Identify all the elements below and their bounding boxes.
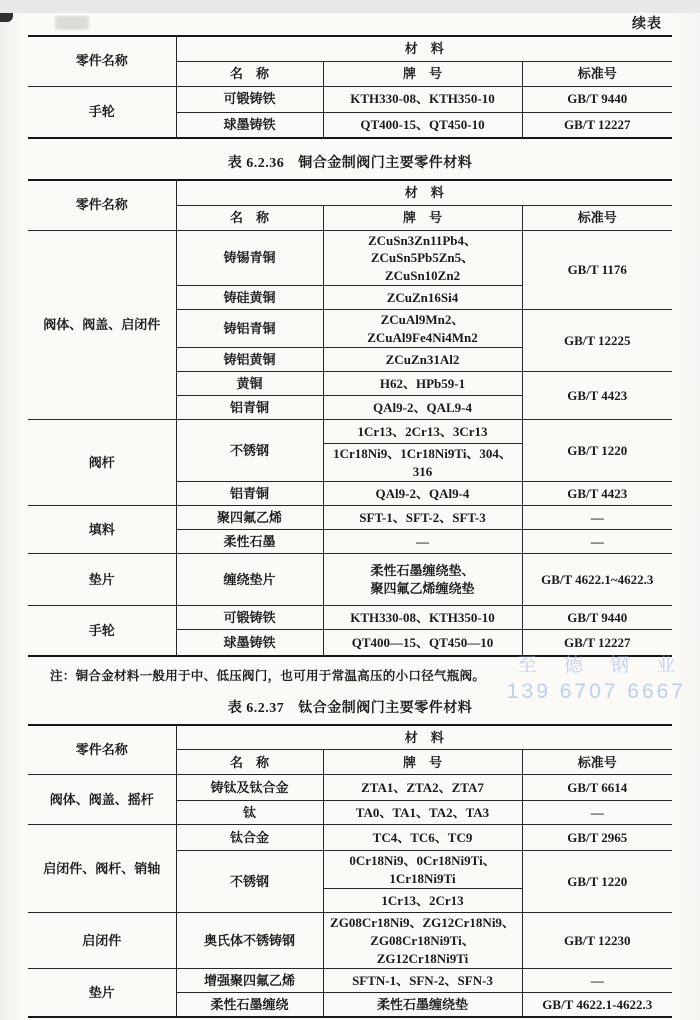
grade-cell: TC4、TC6、TC9: [323, 825, 522, 851]
table-row: [28, 969, 672, 993]
standard-cell: GB/T 2965: [522, 825, 672, 851]
table-6-2-36: [28, 179, 672, 657]
table-row: [28, 913, 672, 969]
part-group-cell: 阀体、阀盖、启闭件: [28, 230, 176, 420]
material-name-cell: 聚四氟乙烯: [176, 506, 323, 530]
standard-cell: GB/T 12225: [522, 310, 672, 372]
grade-cell: SFT-1、SFT-2、SFT-3: [323, 506, 522, 530]
table-6-2-37: [28, 724, 672, 1018]
grade-line: ZG08Cr18Ni9Ti、ZG12Cr18Ni9Ti: [370, 932, 475, 966]
standard-cell: GB/T 6614: [522, 775, 672, 801]
material-name-cell: 缠绕垫片: [176, 554, 323, 606]
grade-cell: 1Cr13、2Cr13、3Cr13: [323, 420, 522, 444]
table-header-row: [28, 36, 672, 61]
table-title-text: 钛合金制阀门主要零件材料: [298, 700, 473, 716]
col-header-part-name: 零件名称: [28, 180, 176, 230]
material-name-cell: 球墨铸铁: [176, 630, 323, 656]
material-name-cell: 铸钛及钛合金: [176, 775, 323, 801]
table-row: [28, 506, 672, 530]
material-name-cell: 钛: [176, 801, 323, 825]
col-header-standard: 标准号: [522, 750, 672, 775]
grade-cell: KTH330-08、KTH350-10: [323, 606, 522, 630]
scanned-document-page: [0, 13, 700, 1020]
table-row: [28, 775, 672, 801]
watermark-company-name: 至 德 钢 业: [517, 655, 687, 676]
table-row: [28, 554, 672, 606]
table-header-row: [28, 725, 672, 750]
watermark: [507, 650, 686, 704]
table-title-text: 铜合金制阀门主要零件材料: [298, 156, 473, 171]
table-row: [28, 230, 672, 286]
part-group-cell: 垫片: [28, 969, 176, 1017]
part-group-cell: 垫片: [28, 554, 176, 606]
standard-cell: GB/T 12230: [522, 913, 672, 969]
part-group-cell: 手轮: [28, 606, 176, 656]
col-header-grade: 牌 号: [323, 750, 522, 775]
scan-artifact-smudge: [55, 16, 89, 30]
part-group-cell: 启闭件: [28, 913, 176, 969]
continued-handwheel-table: [28, 35, 672, 139]
table-number: 表 6.2.37: [227, 700, 285, 716]
col-header-material: 材 料: [176, 725, 672, 750]
grade-line: ZG08Cr18Ni9、ZG12Cr18Ni9、: [330, 915, 515, 931]
part-group-cell: 填料: [28, 506, 176, 554]
material-name-cell: 钛合金: [176, 825, 323, 851]
col-header-name: 名 称: [176, 750, 323, 775]
material-name-cell: 可锻铸铁: [176, 86, 323, 112]
grade-cell: —: [323, 530, 522, 554]
standard-cell: —: [522, 801, 672, 825]
table-row: [28, 86, 672, 112]
grade-cell: SFTN-1、SFN-2、SFN-3: [323, 969, 522, 993]
material-name-cell: 铸硅黄铜: [176, 286, 323, 310]
grade-cell: ZTA1、ZTA2、ZTA7: [323, 775, 522, 801]
standard-cell: GB/T 12227: [522, 630, 672, 656]
grade-line: 柔性石墨缠绕垫、: [370, 563, 475, 579]
material-name-cell: 铸铝黄铜: [176, 348, 323, 372]
part-group-cell: 阀杆: [28, 420, 176, 506]
standard-cell: GB/T 4423: [522, 372, 672, 420]
grade-cell: ZCuAl9Mn2、ZCuAl9Fe4Ni4Mn2: [323, 310, 522, 348]
standard-cell: GB/T 1176: [522, 230, 672, 310]
material-name-cell: 奥氏体不锈铸钢: [176, 913, 323, 969]
grade-cell: QAl9-2、QAL9-4: [323, 396, 522, 420]
material-name-cell: 铝青铜: [176, 482, 323, 506]
col-header-material: 材 料: [176, 36, 672, 61]
col-header-material: 材 料: [176, 180, 672, 205]
standard-cell: —: [522, 969, 672, 993]
material-name-cell: 不锈钢: [176, 851, 323, 913]
col-header-part-name: 零件名称: [28, 36, 176, 86]
material-name-cell: 铸铝青铜: [176, 310, 323, 348]
standard-cell: GB/T 9440: [522, 606, 672, 630]
grade-cell: QT400—15、QT450—10: [323, 630, 522, 656]
part-group-cell: 手轮: [28, 86, 176, 138]
standard-cell: —: [522, 506, 672, 530]
continued-table-label: 续表: [632, 17, 662, 32]
grade-cell: [323, 554, 522, 606]
standard-cell: GB/T 12227: [522, 112, 672, 138]
material-name-cell: 可锻铸铁: [176, 606, 323, 630]
grade-cell: ZCuZn31Al2: [323, 348, 522, 372]
material-name-cell: 黄铜: [176, 372, 323, 396]
col-header-standard: 标准号: [522, 205, 672, 230]
standard-cell: GB/T 1220: [522, 420, 672, 482]
grade-cell: QAl9-2、QAl9-4: [323, 482, 522, 506]
standard-cell: GB/T 9440: [522, 86, 672, 112]
material-name-cell: 球墨铸铁: [176, 112, 323, 138]
col-header-grade: 牌 号: [323, 61, 522, 86]
grade-cell: H62、HPb59-1: [323, 372, 522, 396]
grade-cell: 柔性石墨缠绕垫: [323, 993, 522, 1017]
material-name-cell: 柔性石墨: [176, 530, 323, 554]
material-name-cell: 增强聚四氟乙烯: [176, 969, 323, 993]
grade-cell: 1Cr18Ni9、1Cr18Ni9Ti、304、316: [323, 444, 522, 482]
grade-cell: TA0、TA1、TA2、TA3: [323, 801, 522, 825]
grade-line: 聚四氟乙烯缠绕垫: [370, 580, 475, 596]
grade-cell: [323, 230, 522, 286]
grade-cell: 1Cr13、2Cr13: [323, 889, 522, 913]
col-header-name: 名 称: [176, 61, 323, 86]
table-row: [28, 420, 672, 444]
part-group-cell: 阀体、阀盖、摇杆: [28, 775, 176, 825]
grade-cell: [323, 913, 522, 969]
standard-cell: GB/T 4622.1~4622.3: [522, 554, 672, 606]
material-name-cell: 铸锡青铜: [176, 230, 323, 286]
grade-cell: KTH330-08、KTH350-10: [323, 86, 522, 112]
grade-cell: QT400-15、QT450-10: [323, 112, 522, 138]
part-group-cell: 启闭件、阀杆、销轴: [28, 825, 176, 913]
material-name-cell: 铝青铜: [176, 396, 323, 420]
grade-cell: 0Cr18Ni9、0Cr18Ni9Ti、1Cr18Ni9Ti: [323, 851, 522, 889]
table-note: 注：铜合金材料一般用于中、低压阀门，也可用于常温高压的小口径气瓶阀。: [50, 668, 486, 683]
standard-cell: GB/T 4622.1-4622.3: [522, 993, 672, 1017]
standard-cell: GB/T 4423: [522, 482, 672, 506]
grade-line: ZCuSn10Zn2: [384, 267, 461, 283]
watermark-phone-number: 139 6707 6667: [506, 680, 686, 703]
material-name-cell: 柔性石墨缠绕: [176, 993, 323, 1017]
col-header-name: 名 称: [176, 205, 323, 230]
material-name-cell: 不锈钢: [176, 420, 323, 482]
grade-cell: ZCuZn16Si4: [323, 286, 522, 310]
col-header-part-name: 零件名称: [28, 725, 176, 775]
col-header-grade: 牌 号: [323, 205, 522, 230]
table-6-2-36-title: [0, 152, 700, 172]
col-header-standard: 标准号: [522, 61, 672, 86]
table-row: [28, 606, 672, 630]
grade-line: ZCuSn3Zn11Pb4、ZCuSn5Pb5Zn5、: [367, 232, 478, 266]
table-row: [28, 825, 672, 851]
table-header-row: [28, 180, 672, 205]
table-number: 表 6.2.36: [227, 156, 285, 171]
standard-cell: —: [522, 530, 672, 554]
standard-cell: GB/T 1220: [522, 851, 672, 913]
